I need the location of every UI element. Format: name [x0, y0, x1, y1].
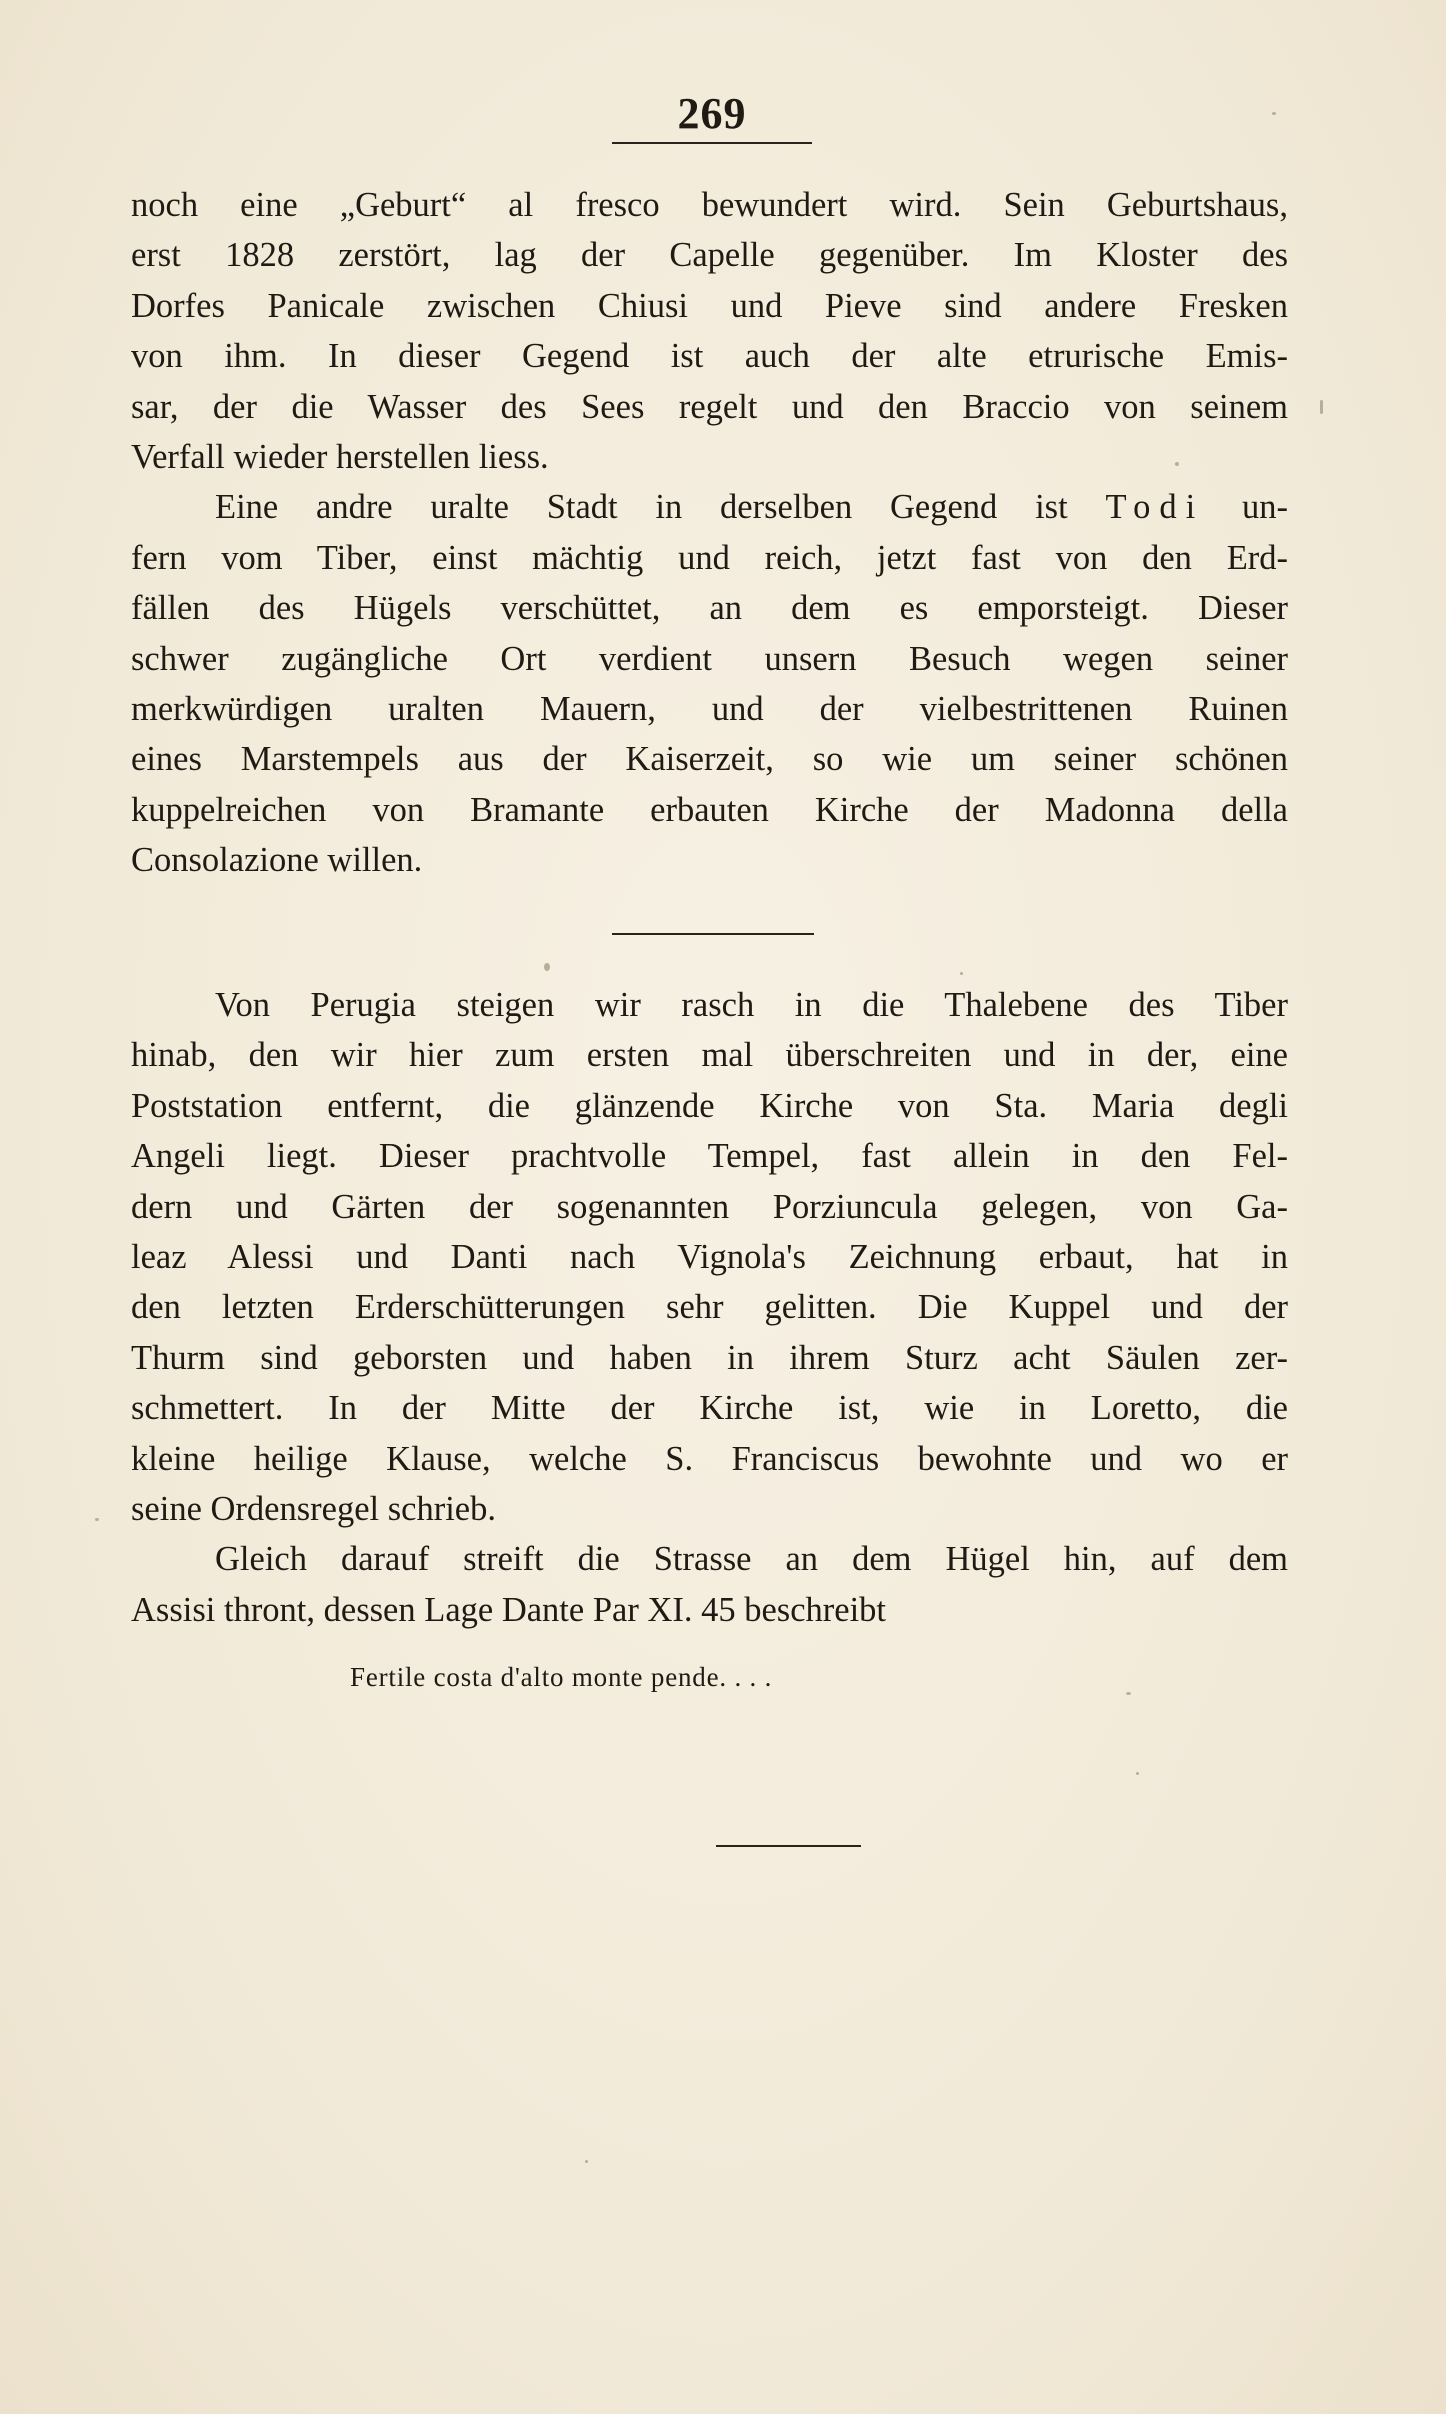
paragraph-2	[131, 482, 1288, 885]
text-line: schwer zugängliche Ort verdient unsern Besuch wegen seiner	[131, 639, 1288, 678]
page-header	[612, 88, 812, 144]
text-block-lower	[131, 980, 1288, 1635]
paragraph-1	[131, 180, 1288, 482]
paper-speck	[544, 963, 550, 971]
text-line: Assisi thront, dessen Lage Dante Par XI. 45 beschreibt	[131, 1590, 886, 1629]
paragraph-3	[131, 980, 1288, 1534]
text-segment: Eine andre uralte Stadt in derselben Gegend ist	[215, 488, 1068, 527]
text-line: seine Ordensregel schrieb.	[131, 1489, 496, 1528]
text-line: kleine heilige Klause, welche S. Franciscus bewohnte und wo er	[131, 1439, 1288, 1478]
text-line: Angeli liegt. Dieser prachtvolle Tempel, fast allein in den Fel-	[131, 1137, 1288, 1176]
paper-speck	[1136, 1772, 1139, 1775]
page-number: 269	[677, 89, 747, 138]
footer-rule	[716, 1845, 861, 1847]
paper-speck	[1272, 112, 1276, 115]
paper-speck	[960, 972, 963, 975]
text-line: Consolazione willen.	[131, 841, 423, 880]
text-line: merkwürdigen uralten Mauern, und der vielbestrittenen Ruinen	[131, 689, 1288, 728]
text-segment: un-	[1242, 488, 1288, 527]
section-divider	[612, 933, 814, 935]
paper-speck	[585, 2160, 588, 2163]
text-line: eines Marstempels aus der Kaiserzeit, so wie um seiner schönen	[131, 740, 1288, 779]
text-line: dern und Gärten der sogenannten Porziuncula gelegen, von Ga-	[131, 1187, 1288, 1226]
paper-speck	[1320, 400, 1323, 414]
text-line: sar, der die Wasser des Sees regelt und den Braccio von seinem	[131, 387, 1288, 426]
text-line: Gleich darauf streift die Strasse an dem Hügel hin, auf dem	[215, 1540, 1288, 1579]
text-line: leaz Alessi und Danti nach Vignola's Zeichnung erbaut, hat in	[131, 1237, 1288, 1276]
text-line: noch eine „Geburt“ al fresco bewundert wird. Sein Geburtshaus,	[131, 186, 1288, 224]
text-line: Thurm sind geborsten und haben in ihrem Sturz acht Säulen zer-	[131, 1338, 1288, 1377]
text-line: den letzten Erderschütterungen sehr gelitten. Die Kuppel und der	[131, 1288, 1288, 1327]
paper-speck	[1126, 1692, 1131, 1695]
paper-speck	[1175, 462, 1179, 466]
dante-quotation: Fertile costa d'alto monte pende. . . .	[350, 1662, 773, 1692]
text-line: von ihm. In dieser Gegend ist auch der alte etrurische Emis-	[131, 337, 1288, 376]
text-block-upper	[131, 180, 1288, 885]
text-line: schmettert. In der Mitte der Kirche ist, wie in Loretto, die	[131, 1389, 1288, 1428]
text-line: Poststation entfernt, die glänzende Kirche von Sta. Maria degli	[131, 1086, 1288, 1125]
text-line: fällen des Hügels verschüttet, an dem es emporsteigt. Dieser	[131, 589, 1288, 628]
text-line: fern vom Tiber, einst mächtig und reich, jetzt fast von den Erd-	[131, 538, 1288, 577]
text-line: kuppelreichen von Bramante erbauten Kirche der Madonna della	[131, 790, 1288, 829]
text-line	[131, 482, 1288, 532]
header-rule	[612, 142, 812, 144]
text-line: hinab, den wir hier zum ersten mal überschreiten und in der, eine	[131, 1036, 1288, 1075]
text-line: erst 1828 zerstört, lag der Capelle gegenüber. Im Kloster des	[131, 236, 1288, 275]
text-line: Von Perugia steigen wir rasch in die Thalebene des Tiber	[215, 986, 1288, 1024]
emphasized-place-name: Todi	[1105, 488, 1205, 527]
text-line: Verfall wieder herstellen liess.	[131, 437, 549, 476]
text-line: Dorfes Panicale zwischen Chiusi und Pieve sind andere Fresken	[131, 286, 1288, 325]
paragraph-4	[131, 1534, 1288, 1635]
paper-speck	[95, 1518, 99, 1521]
